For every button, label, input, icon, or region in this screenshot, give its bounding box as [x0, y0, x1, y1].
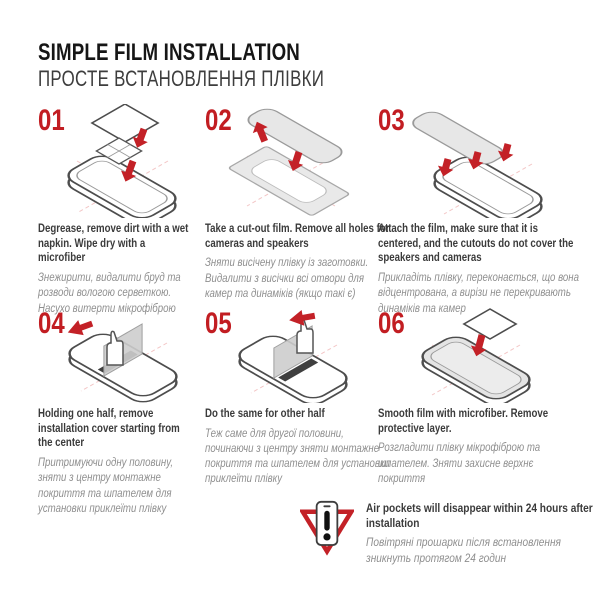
step-text-uk: Зняти висічену плівку із заготовки. Видалити з висічки всі отвори для камер та динаміків (якщо такі є) [205, 257, 369, 300]
step-06 [378, 307, 576, 503]
step-number: 06 [378, 307, 405, 340]
warning-text-uk: Повітряні прошарки після встановлення зникнуть протягом 24 годин [366, 537, 561, 565]
page-subtitle: ПРОСТЕ ВСТАНОВЛЕННЯ ПЛІВКИ [38, 66, 325, 92]
step-number: 05 [205, 307, 232, 340]
step-05 [205, 307, 390, 503]
warning-texts [366, 502, 600, 567]
steps-grid [38, 104, 579, 515]
warning-triangle-phone-icon [300, 497, 354, 557]
align-film-phone-icon [402, 104, 552, 218]
peel-first-half-icon [47, 307, 197, 403]
clean-phone-napkin-icon [47, 104, 197, 218]
step-text-en: Degrease, remove dirt with a wet napkin. Wipe dry with a microfiber [38, 223, 189, 265]
header [38, 40, 420, 92]
step-text-uk: Прикладіть плівку, переконається, що вона відцентрована, а вирізи не перекривають динаміків та камер [378, 272, 579, 315]
step-text-uk: Розгладити плівку мікрофіброю та шпателем. Зняти захисне верхнє покриття [378, 442, 541, 485]
smooth-film-microfiber-icon [402, 307, 552, 403]
step-text-en: Attach the film, make sure that it is centered, and the cutouts do not cover the speakers and cameras [378, 223, 574, 265]
warning-note [300, 497, 600, 567]
step-text-en: Take a cut-out film. Remove all holes for cameras and speakers [205, 223, 390, 250]
step-number: 02 [205, 104, 232, 137]
warning-text-en: Air pockets will disappear within 24 hours after installation [366, 503, 593, 530]
cutout-film-icon [217, 104, 367, 218]
peel-second-half-icon [217, 307, 367, 403]
page-title: SIMPLE FILM INSTALLATION [38, 39, 300, 66]
step-03 [378, 104, 579, 315]
step-number: 01 [38, 104, 65, 137]
step-04 [38, 307, 205, 515]
step-text-uk: Притримуючи одну половину, зняти з центру монтажне покриття та шпателем для установки приклеїти плівку [38, 457, 174, 515]
step-text-uk: Знежирити, видалити бруд та розводи вологою серветкою. Насухо витерти мікрофіброю [38, 272, 181, 315]
step-text-en: Smooth film with microfiber. Remove protective layer. [378, 408, 549, 435]
step-text-uk: Теж саме для другої половини, починаючи з центру зняти монтажне покриття та шпателем для установки приклеїти плівку [205, 427, 390, 486]
step-01 [38, 104, 205, 315]
step-number: 04 [38, 307, 65, 340]
step-number: 03 [378, 104, 405, 137]
step-text-en: Do the same for other half [205, 408, 325, 420]
step-text-en: Holding one half, remove installation cover starting from the center [38, 408, 180, 450]
step-02 [205, 104, 390, 307]
